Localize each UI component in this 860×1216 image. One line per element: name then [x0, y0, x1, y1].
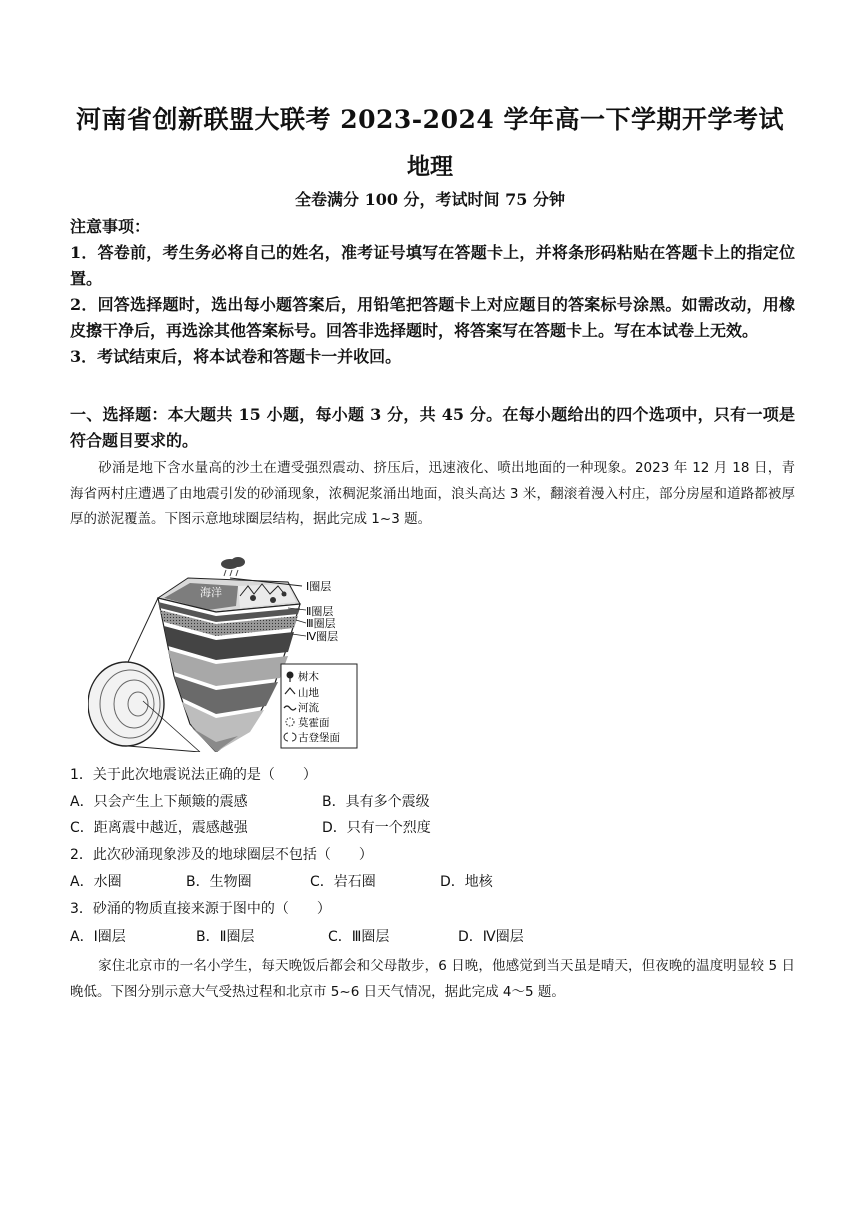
exam-subject: 地理 [407, 153, 453, 180]
globe-icon [88, 662, 164, 746]
material-paragraph [70, 954, 795, 1005]
option: D．Ⅳ圈层 [458, 929, 524, 945]
question-stem: 3．砂涌的物质直接来源于图中的（ ） [70, 901, 331, 917]
legend-label: 河流 [298, 702, 319, 714]
option: B．生物圈 [186, 874, 252, 890]
legend-label: 古登堡面 [298, 732, 340, 744]
layer-label-4: Ⅳ圈层 [306, 630, 339, 643]
material-text: 砂涌是地下含水量高的沙土在遭受强烈震动、挤压后，迅速液化、喷出地面的一种现象。2023 年 12 月 18 日，青海省两村庄遭遇了由地震引发的砂涌现象，浓稠泥浆涌出地面，浪头高达 3 米，翻滚着漫入村庄，部分房屋和道路都被厚厚的淤泥覆盖。下图示意地球圈层结构，据此完成 1~3 题。 [70, 460, 795, 527]
question-stem: 1．关于此次地震说法正确的是（ ） [70, 767, 317, 783]
option: C．距离震中越近，震感越强 [70, 820, 248, 836]
ocean-label: 海洋 [200, 586, 222, 599]
section-heading: 一、选择题：本大题共 15 小题，每小题 3 分，共 45 分。在每小题给出的四个选项中，只有一项是符合题目要求的。 [70, 405, 795, 450]
option: C．岩石圈 [310, 874, 376, 890]
material-text: 家住北京市的一名小学生，每天晚饭后都会和父母散步，6 日晚，他感觉到当天虽是晴天，但夜晚的温度明显较 5 日晚低。下图分别示意大气受热过程和北京市 5~6 日天气情况，据此完成 4～5 题。 [70, 958, 795, 1000]
legend-label: 树木 [298, 671, 319, 683]
note-item: 1．答卷前，考生务必将自己的姓名，准考证号填写在答题卡上，并将条形码粘贴在答题卡上的指定位置。 [70, 243, 795, 288]
material-paragraph [70, 456, 795, 533]
option: A．只会产生上下颠簸的震感 [70, 794, 248, 810]
option: A．水圈 [70, 874, 122, 890]
exam-info: 全卷满分 100 分，考试时间 75 分钟 [295, 190, 565, 209]
option: A．Ⅰ圈层 [70, 929, 126, 945]
notes-list [70, 240, 795, 370]
option: D．只有一个烈度 [322, 820, 431, 836]
note-item: 2．回答选择题时，选出每小题答案后，用铅笔把答题卡上对应题目的答案标号涂黑。如需改动，用橡皮擦干净后，再选涂其他答案标号。回答非选择题时，将答案写在答题卡上。写在本试卷上无效。 [70, 295, 795, 340]
legend-label: 山地 [298, 687, 319, 699]
layer-label-1: Ⅰ圈层 [306, 580, 332, 593]
layer-label-3: Ⅲ圈层 [306, 617, 336, 630]
option: D．地核 [440, 874, 493, 890]
figure-legend [281, 664, 357, 748]
exam-title: 河南省创新联盟大联考 2023-2024 学年高一下学期开学考试 [76, 105, 784, 134]
option: B．Ⅱ圈层 [196, 929, 255, 945]
earth-layers-figure [88, 556, 360, 752]
legend-label: 莫霍面 [298, 717, 330, 729]
notes-heading: 注意事项： [70, 217, 151, 236]
option: C．Ⅲ圈层 [328, 929, 390, 945]
layer-label-2: Ⅱ圈层 [306, 605, 334, 618]
cloud-icon [221, 557, 245, 576]
option: B．具有多个震级 [322, 794, 430, 810]
layer-wedge [158, 598, 300, 752]
question-stem: 2．此次砂涌现象涉及的地球圈层不包括（ ） [70, 847, 373, 863]
note-item: 3．考试结束后，将本试卷和答题卡一并收回。 [70, 347, 402, 366]
